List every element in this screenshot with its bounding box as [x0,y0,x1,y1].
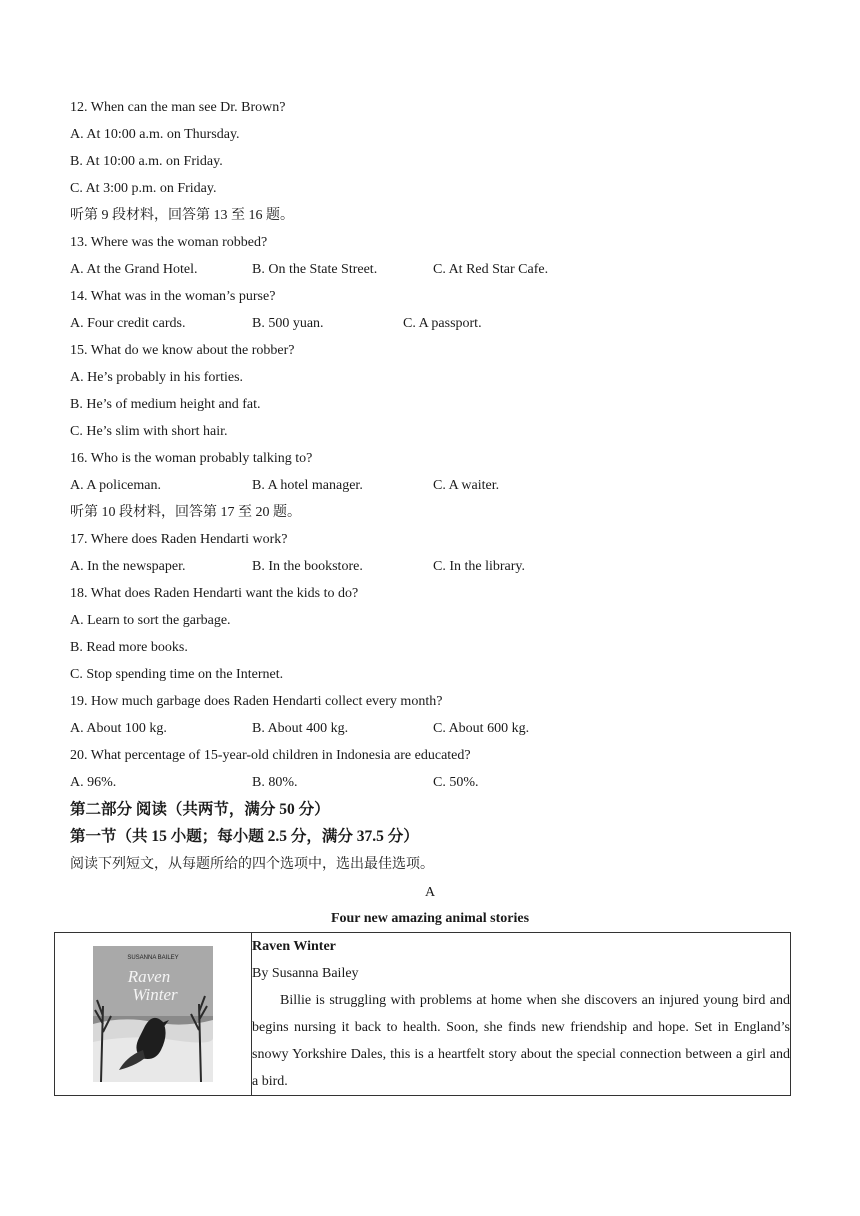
cover-cell [55,933,252,1096]
section-9-instruction: 听第 9 段材料，回答第 13 至 16 题。 [70,208,294,223]
book-description: Billie is struggling with problems at home when she discovers an injured young bird and begins nursing it back to health. Soon, she finds new friendship and hope. Set in England’s snowy Yorkshire Dales, this is a heartfelt story about the special connection between a girl and a bird. [252,993,790,1089]
q19-option-b: B. About 400 kg. [252,721,349,736]
q15-stem: 15. What do we know about the robber? [70,343,295,358]
q15-option-c: C. He’s slim with short hair. [70,424,228,439]
q12-option-c: C. At 3:00 p.m. on Friday. [70,181,217,196]
book-text-cell [252,933,791,1096]
q12-option-a: A. At 10:00 a.m. on Thursday. [70,127,240,142]
q20-stem: 20. What percentage of 15-year-old children in Indonesia are educated? [70,748,471,763]
q16-stem: 16. Who is the woman probably talking to? [70,451,313,466]
q17-stem: 17. Where does Raden Hendarti work? [70,532,288,547]
q17-option-c: C. In the library. [433,559,526,574]
cover-author: SUSANNA BAILEY [127,955,179,961]
passage-title: Four new amazing animal stories [330,911,530,926]
q14-option-a: A. Four credit cards. [70,316,186,331]
q18-option-b: B. Read more books. [70,640,188,655]
reading-instruction: 阅读下列短文，从每题所给的四个选项中，选出最佳选项。 [70,857,434,872]
book-title: Raven Winter [252,939,336,954]
q18-option-c: C. Stop spending time on the Internet. [70,667,284,682]
q18-stem: 18. What does Raden Hendarti want the kids to do? [70,586,359,601]
q12-option-b: B. At 10:00 a.m. on Friday. [70,154,223,169]
book-table [54,932,791,1096]
raven-book-cover-icon [93,946,213,1082]
q20-option-a: A. 96%. [70,775,117,790]
part-2-heading: 第二部分 阅读（共两节，满分 50 分） [70,801,330,818]
q16-option-b: B. A hotel manager. [252,478,363,493]
q18-option-a: A. Learn to sort the garbage. [70,613,231,628]
cover-title-line-1: Raven [127,967,171,986]
q12-stem: 12. When can the man see Dr. Brown? [70,100,286,115]
q13-stem: 13. Where was the woman robbed? [70,235,268,250]
passage-label: A [424,885,436,900]
q13-option-a: A. At the Grand Hotel. [70,262,198,277]
q16-option-c: C. A waiter. [433,478,500,493]
q14-option-c: C. A passport. [403,316,482,331]
q17-option-b: B. In the bookstore. [252,559,363,574]
q14-option-b: B. 500 yuan. [252,316,324,331]
q15-option-b: B. He’s of medium height and fat. [70,397,261,412]
book-row [55,933,791,1096]
q15-option-a: A. He’s probably in his forties. [70,370,244,385]
q20-option-b: B. 80%. [252,775,298,790]
cover-title-line-2: Winter [132,985,178,1004]
book-author: By Susanna Bailey [252,966,359,981]
section-10-instruction: 听第 10 段材料，回答第 17 至 20 题。 [70,505,301,520]
q17-option-a: A. In the newspaper. [70,559,186,574]
q16-option-a: A. A policeman. [70,478,161,493]
q14-stem: 14. What was in the woman’s purse? [70,289,276,304]
q13-option-c: C. At Red Star Cafe. [433,262,549,277]
section-1-heading: 第一节（共 15 小题；每小题 2.5 分，满分 37.5 分） [70,828,419,845]
q20-option-c: C. 50%. [433,775,479,790]
q19-stem: 19. How much garbage does Raden Hendarti collect every month? [70,694,443,709]
q19-option-a: A. About 100 kg. [70,721,167,736]
q13-option-b: B. On the State Street. [252,262,378,277]
q19-option-c: C. About 600 kg. [433,721,530,736]
